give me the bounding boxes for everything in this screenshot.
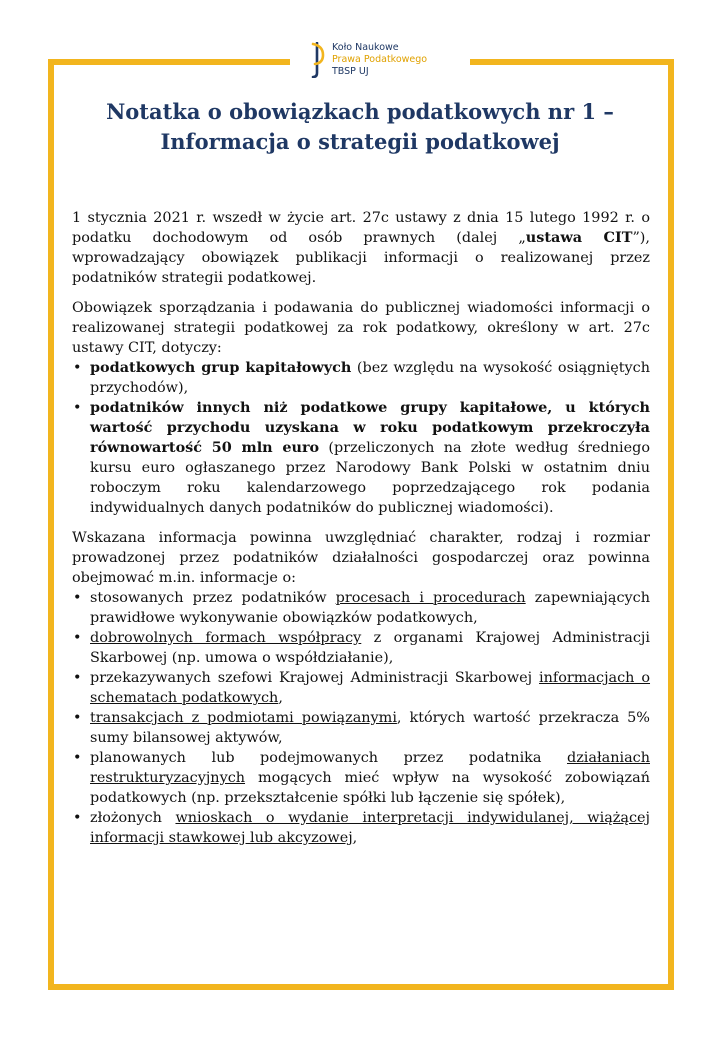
list-item-text: (bez względu na wysokość osiągniętych przychodów),	[90, 360, 650, 396]
intro-term: ustawa CIT	[525, 229, 633, 246]
list-item	[72, 748, 650, 808]
intro-text-c: ”), wprowadzający obowiązek publikacji informacji o realizowanej przez podatników strategii podatkowej.	[72, 230, 650, 286]
paragraph-content: Wskazana informacja powinna uwzględniać charakter, rodzaj i rozmiar prowadzonej przez podatników działalności gospodarczej oraz powinna obejmować m.in. informacje o:	[72, 530, 650, 586]
list-item-text: złożonych	[90, 810, 176, 826]
list-item-underlined: informacjach o schematach podatkowych	[90, 670, 651, 706]
logo-mark-icon	[310, 42, 325, 78]
list-item-underlined: działaniach restrukturyzacyjnych	[90, 750, 650, 786]
list-item-text: przekazywanych szefowi Krajowej Administracji Skarbowej	[90, 670, 540, 686]
logo-line-1: Koło Naukowe	[332, 42, 399, 53]
list-item-text: z organami Krajowej Administracji Skarbowej (np. umowa o współdziałanie),	[90, 630, 650, 666]
list-item-underlined: procesach i procedurach	[335, 590, 526, 606]
list-item	[72, 708, 650, 748]
list-item-text: mogących mieć wpływ na wysokość zobowiązań podatkowych (np. przekształcenie spółki lub łączenie się spółek),	[90, 770, 650, 806]
list-item	[72, 628, 650, 668]
logo	[290, 38, 470, 82]
list-item-text: ,	[278, 690, 283, 706]
paragraph-intro	[72, 208, 650, 288]
list-item	[72, 588, 650, 628]
list-item-text: , których wartość przekracza 5% sumy bilansowej aktywów,	[90, 710, 650, 746]
list-item-underlined: wnioskach o wydanie interpretacji indywidulanej, wiążącej informacji stawkowej lub akcyzowej	[90, 810, 650, 846]
logo-line-2: Prawa Podatkowego	[332, 54, 428, 65]
list-item-text: ,	[352, 830, 358, 846]
logo-line-3: TBSP UJ	[332, 66, 369, 77]
list-item	[72, 358, 650, 398]
list-item-underlined: transakcjach z podmiotami powiązanymi	[90, 710, 397, 726]
list-item-text: stosowanych przez podatników	[90, 590, 336, 606]
intro-text-a: 1 stycznia 2021 r. wszedł w życie art. 27c ustawy z dnia 15 lutego 1992 r. o podatku dochodowym od osób prawnych (dalej „	[72, 210, 650, 246]
logo-text	[332, 42, 427, 78]
scope-list	[72, 358, 650, 518]
list-item-underlined: dobrowolnych formach współpracy	[90, 630, 362, 646]
list-item	[72, 808, 650, 848]
list-item-bold: podatkowych grup kapitałowych	[90, 359, 352, 376]
list-item-bold: podatników innych niż podatkowe grupy kapitałowe, u których wartość przychodu uzyskana w roku podatkowym przekroczyła równowartość 50 mln euro	[90, 399, 650, 456]
content-list	[72, 588, 650, 848]
list-item-text: zapewniających prawidłowe wykonywanie obowiązków podatkowych,	[90, 590, 650, 626]
list-item	[72, 398, 650, 518]
list-item-text: planowanych lub podejmowanych przez podatnika	[90, 750, 567, 766]
list-item-text: (przeliczonych na złote według średniego kursu euro ogłaszanego przez Narodowy Bank Polski w ostatnim dniu roboczym roku kalendarzowego poprzedzającego rok podania indywidualnych danych podatników do publicznej wiadomości).	[90, 440, 650, 516]
paragraph-scope: Obowiązek sporządzania i podawania do publicznej wiadomości informacji o realizowanej strategii podatkowej za rok podatkowy, określony w art. 27c ustawy CIT, dotyczy:	[72, 300, 650, 356]
list-item	[72, 668, 650, 708]
title-line-1: Notatka o obowiązkach podatkowych nr 1 –	[106, 99, 614, 124]
document-body	[72, 208, 650, 858]
page-title	[70, 97, 650, 157]
title-line-2: Informacja o strategii podatkowej	[160, 129, 560, 154]
